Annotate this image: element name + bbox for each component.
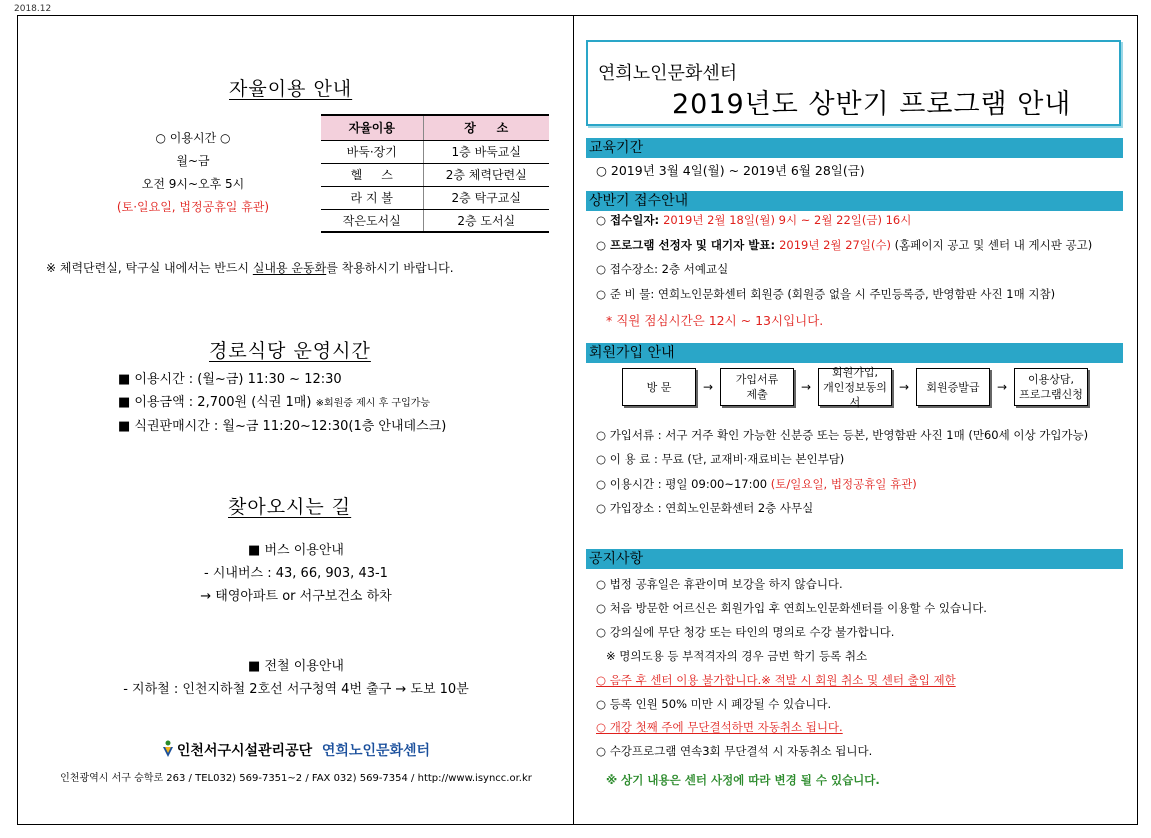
- flow-arrow: →: [898, 380, 910, 394]
- notice-item: ※ 명의도용 등 부적격자의 경우 금번 학기 등록 취소: [606, 649, 868, 663]
- table-cell: 2층 체력단련실: [423, 163, 549, 186]
- reception-announce: [596, 237, 1092, 253]
- notice-item: ○ 처음 방문한 어르신은 회원가입 후 연희노인문화센터를 이용할 수 있습니다.: [596, 601, 987, 615]
- table-row: [321, 186, 549, 209]
- notice-warning-text: ○ 개강 첫째 주에 무단결석하면 자동취소 됩니다.: [596, 720, 843, 734]
- notice-item: ○ 강의실에 무단 청강 또는 타인의 명의로 수강 불가합니다.: [596, 625, 895, 639]
- right-column: [574, 16, 1137, 824]
- left-column: [18, 16, 574, 824]
- change-notice: ※ 상기 내용은 센터 사정에 따라 변경 될 수 있습니다.: [606, 773, 880, 787]
- reception-date: [596, 212, 911, 228]
- bus-line-2: → 태영아파트 or 서구보건소 하차: [200, 589, 392, 604]
- membership-hours-label: ○ 이용시간 : 평일 09:00~17:00: [596, 477, 771, 491]
- reception-date-value: 2019년 2월 18일(월) 9시 ~ 2월 22일(금) 16시: [663, 213, 912, 227]
- membership-docs: ○ 가입서류 : 서구 거주 확인 가능한 신분증 또는 등본, 반영함판 사진 1매 (만60세 이상 가입가능): [596, 428, 1089, 442]
- self-use-title: 자율이용 안내: [229, 78, 353, 100]
- section-bar-membership: 회원가입 안내: [586, 343, 1123, 363]
- notice-item-warning: [596, 672, 956, 688]
- table-cell: 라 지 볼: [321, 186, 423, 209]
- period-line: ○ 2019년 3월 4일(월) ~ 2019년 6월 28일(금): [596, 163, 865, 178]
- flow-arrow: →: [702, 380, 714, 394]
- date-stamp: 2018.12: [14, 4, 52, 14]
- section-bar-period: 교육기간: [586, 138, 1123, 158]
- center-name: 연희노인문화센터: [321, 743, 431, 759]
- org-name: 인천서구시설관리공단: [176, 743, 313, 759]
- table-header-row: [321, 115, 549, 140]
- table-cell: 작은도서실: [321, 209, 423, 232]
- page-title: 2019년도 상반기 프로그램 안내: [672, 89, 1072, 120]
- directions-title: 찾아오시는 길: [228, 496, 352, 518]
- cafe-price: ■ 이용금액 : 2,700원 (식권 1매): [118, 395, 316, 410]
- table-header: 자율이용: [321, 115, 423, 140]
- subway-heading: ■ 전철 이용안내: [248, 659, 344, 674]
- table-cell: 2층 탁구교실: [423, 186, 549, 209]
- table-header: 장 소: [423, 115, 549, 140]
- reception-materials: ○ 준 비 물: 연희노인문화센터 회원증 (회원증 없을 시 주민등록증, 반영함판 사진 1매 지참): [596, 287, 1056, 301]
- flow-arrow: →: [996, 380, 1008, 394]
- logo-row: [18, 740, 574, 760]
- brochure-frame: [17, 15, 1138, 825]
- reception-announce-label: ○ 프로그램 선정자 및 대기자 발표:: [596, 238, 780, 252]
- flow-step-consult: 이용상담, 프로그램신청: [1014, 368, 1088, 406]
- hours-days: 월~금: [176, 154, 210, 168]
- table-cell: 2층 도서실: [423, 209, 549, 232]
- hours-time: 오전 9시~오후 5시: [141, 177, 245, 191]
- reception-announce-date: 2019년 2월 27일(수): [779, 238, 892, 252]
- flow-step-agreement: 회원가입, 개인정보동의서: [818, 368, 892, 406]
- flow-step-visit: 방 문: [622, 368, 696, 406]
- subway-line-1: - 지하철 : 인천지하철 2호선 서구청역 4번 출구 → 도보 10분: [123, 682, 469, 697]
- table-row: [321, 140, 549, 163]
- shoe-notice-text: ※ 체력단련실, 탁구실 내에서는 반드시: [46, 261, 253, 275]
- bus-line-1: - 시내버스 : 43, 66, 903, 43-1: [204, 566, 388, 581]
- section-bar-notices: 공지사항: [586, 549, 1123, 569]
- reception-date-label: ○ 접수일자:: [596, 213, 664, 227]
- table-cell: 헬 스: [321, 163, 423, 186]
- cafe-title: 경로식당 운영시간: [209, 340, 371, 362]
- membership-hours-closed: (토/일요일, 법정공휴일 휴관): [770, 477, 917, 491]
- section-bar-reception: 상반기 접수안내: [586, 191, 1123, 211]
- flow-arrow: →: [800, 380, 812, 394]
- notice-warning-text: ○ 음주 후 센터 이용 불가합니다.※ 적발 시 회원 취소 및 센터 출입 제한: [596, 673, 956, 687]
- center-title: 연희노인문화센터: [598, 63, 738, 84]
- table-cell: 1층 바둑교실: [423, 140, 549, 163]
- reception-place: ○ 접수장소: 2층 서예교실: [596, 262, 729, 276]
- cafe-price-line: [118, 391, 446, 415]
- table-row: [321, 163, 549, 186]
- cafe-hours: ■ 이용시간 : (월~금) 11:30 ~ 12:30: [118, 372, 342, 387]
- shoe-notice-text-end: 를 착용하시기 바랍니다.: [326, 261, 454, 275]
- flow-step-card: 회원증발급: [916, 368, 990, 406]
- title-box: [586, 40, 1121, 126]
- membership-hours: [596, 476, 917, 492]
- bus-heading: ■ 버스 이용안내: [248, 543, 344, 558]
- notice-item-warning: [596, 719, 843, 735]
- flow-step-documents: 가입서류 제출: [720, 368, 794, 406]
- shoe-notice: [46, 259, 454, 276]
- membership-place: ○ 가입장소 : 연희노인문화센터 2층 사무실: [596, 501, 814, 515]
- membership-flow: [622, 365, 1088, 409]
- shoe-notice-emphasis: 실내용 운동화: [252, 261, 327, 275]
- hours-block: [78, 127, 308, 219]
- hours-label: ○ 이용시간 ○: [155, 131, 231, 145]
- bus-info: [18, 539, 574, 608]
- address: 인천광역시 서구 승학로 263 / TEL032) 569-7351~2 / FAX 032) 569-7354 / http://www.isyncc.or.kr: [60, 773, 532, 784]
- table-cell: 바둑·장기: [321, 140, 423, 163]
- notice-item: ○ 법정 공휴일은 휴관이며 보강을 하지 않습니다.: [596, 577, 843, 591]
- self-use-table: [321, 114, 549, 233]
- cafe-price-note: ※회원증 제시 후 구입가능: [315, 398, 431, 409]
- table-row: [321, 209, 549, 232]
- notice-item: ○ 수강프로그램 연속3회 무단결석 시 자동취소 됩니다.: [596, 744, 873, 758]
- reception-announce-rest: (홈페이지 공고 및 센터 내 게시판 공고): [891, 238, 1093, 252]
- membership-fee: ○ 이 용 료 : 무료 (단, 교재비·재료비는 본인부담): [596, 452, 845, 466]
- hours-closed: (토·일요일, 법정공휴일 휴관): [116, 200, 270, 214]
- cafe-ticket: ■ 식권판매시간 : 월~금 11:20~12:30(1층 안내데스크): [118, 419, 447, 434]
- lunch-notice: * 직원 점심시간은 12시 ~ 13시입니다.: [606, 313, 824, 328]
- notice-item: ○ 등록 인원 50% 미만 시 폐강될 수 있습니다.: [596, 697, 832, 711]
- subway-info: [18, 655, 574, 701]
- org-logo-icon: [162, 740, 174, 758]
- cafe-info: [118, 368, 446, 438]
